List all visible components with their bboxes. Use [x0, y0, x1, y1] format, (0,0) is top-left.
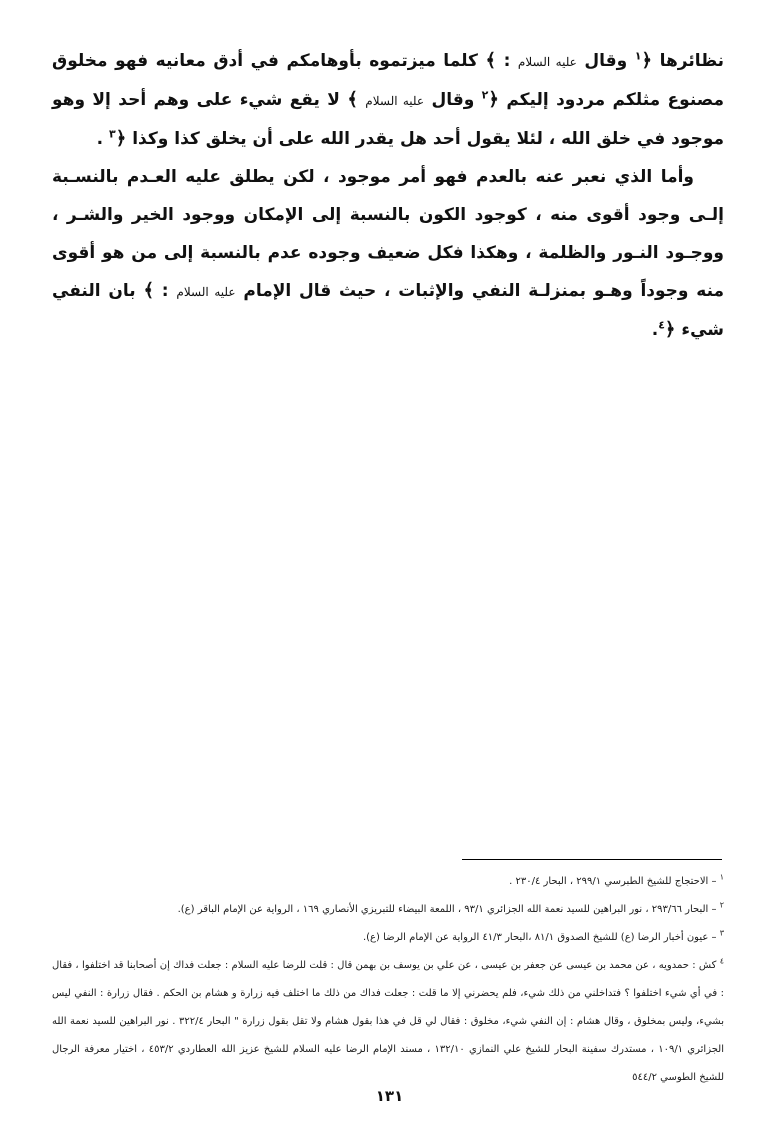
- hadith-quote-3: بان النفي شيء: [52, 281, 724, 340]
- quote-close-bracket: ﴿: [641, 50, 653, 71]
- page-number: ١٣١: [375, 1087, 404, 1105]
- text-segment: :: [161, 281, 169, 301]
- footnote-number: ١: [719, 872, 724, 882]
- honorific: عليه السلام: [176, 285, 236, 299]
- hadith-quote-2: لا يقع شيء على وهم أحد إلا وهو موجود في خلق الله ، لئلا يقول أحد هل يقدر الله على أن يخلق كذا وكذا: [52, 90, 724, 149]
- honorific: عليه السلام: [365, 94, 425, 108]
- footnote-3: [52, 924, 724, 952]
- footnote-ref-3: ٣: [109, 127, 116, 141]
- quote-close-bracket: ﴿: [488, 89, 499, 110]
- text-segment: نظائرها: [659, 51, 725, 71]
- quote-open-bracket: ﴾: [347, 89, 358, 110]
- footnote-1: [52, 868, 724, 896]
- footnote-text: كش : حمدويه ، عن محمد بن عيسى عن جعفر بن عيسى ، عن علي بن يوسف بن بهمن قال : قلت للرضا عليه السلام : جعلت فداك إن أصحابنا قد اختلفوا ، فقال : في أي شيء اختلفوا ؟ فتداخلني من ذلك شيء، فلم يحضرني إلا ما قلت : جعلت فداك من ذلك ما اختلف فيه زرارة و هشام بن الحكم . فقال زرارة : النفي ليس بشيء، وليس بمخلوق ، وقال هشام : إن النفي شيء، مخلوق : فقال لي قل في هذا بقول هشام ولا تقل بقول زرارة " البحار ٣٢٢/٤ . نور البراهين للسيد نعمة الله الجزائري ١٠٩/١ ، مستدرك سفينة البحار للشيخ علي النمازي ١٣٢/١٠ ، مسند الإمام الرضا عليه السلام للشيخ عزيز الله العطاردي ٤٥٣/٢ ، اختيار معرفة الرجال للشيخ الطوسي ٥٤٤/٢: [52, 960, 725, 1083]
- footnote-divider: [462, 859, 722, 860]
- footnote-text: – البحار ٢٩٣/٦٦ ، نور البراهين للسيد نعمة الله الجزائري ٩٣/١ ، اللمعة البيضاء للتبريزي الأنصاري ١٦٩ ، الرواية عن الإمام الباقر (ع).: [177, 904, 717, 915]
- footnote-ref-4: ٤: [658, 318, 665, 332]
- footnote-ref-2: ٢: [481, 88, 489, 102]
- text-segment: :: [503, 51, 511, 71]
- text-segment: وقال: [584, 51, 628, 71]
- footnote-2: [52, 896, 724, 924]
- paragraph-1: [52, 42, 724, 158]
- quote-open-bracket: ﴾: [143, 280, 154, 301]
- footnote-text: – الاحتجاج للشيخ الطبرسي ٢٩٩/١ ، البحار ٢٣٠/٤ .: [509, 876, 717, 887]
- footnote-number: ٣: [719, 928, 724, 938]
- quote-open-bracket: ﴾: [485, 50, 497, 71]
- footnote-number: ٢: [719, 900, 724, 910]
- footnote-number: ٤: [719, 956, 724, 966]
- honorific: عليه السلام: [517, 55, 577, 69]
- footnote-4: [52, 952, 724, 1092]
- footnote-text: – عيون أخبار الرضا (ع) للشيخ الصدوق ٨١/١ ،البحار ٤١/٣ الرواية عن الإمام الرضا (ع).: [362, 932, 717, 943]
- footnote-ref-1: ١: [634, 49, 642, 63]
- text-segment: وقال: [431, 90, 475, 110]
- hadith-quote-1: كلما ميزتموه بأوهامكم في أدق معانيه فهو مخلوق مصنوع مثلكم مردود إليكم: [52, 51, 725, 110]
- paragraph-2: [52, 158, 724, 349]
- text-segment: وأما الذي نعبر عنه بالعدم فهو أمر موجود ، لكن يطلق عليه العـدم بالنسـبة إلـى وجود أقوى منه ، كوجود الكون بالنسبة إلى الإمكان ووجود الخير والشـر ، ووجـود النـور والظلمة ، وهكذا فكل ضعيف وجوده عدم بالنسبة إلى من هو أقوى منه وجوداً وهـو بمنزلـة النفي والإثبات ، حيث قال الإمام: [52, 167, 725, 301]
- text-segment: .: [651, 320, 659, 340]
- footnotes: [52, 868, 724, 1092]
- quote-close-bracket: ﴿: [115, 128, 127, 149]
- main-text: [52, 42, 724, 349]
- text-segment: .: [96, 129, 104, 149]
- quote-close-bracket: ﴿: [664, 319, 676, 340]
